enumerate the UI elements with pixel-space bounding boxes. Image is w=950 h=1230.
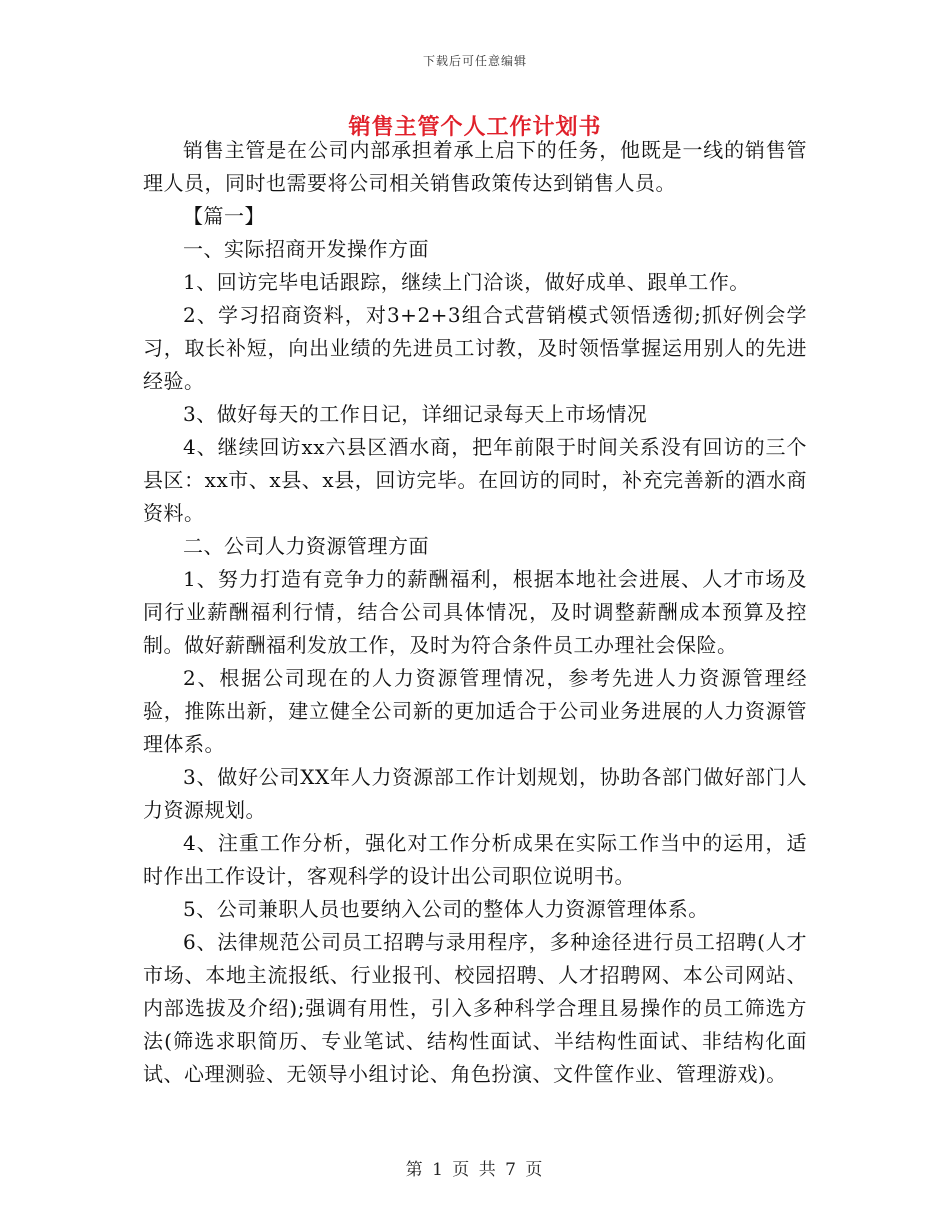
paragraph: 4、继续回访xx六县区酒水商，把年前限于时间关系没有回访的三个县区：xx市、x县、x县，回访完毕。在回访的同时，补充完善新的酒水商资料。 bbox=[143, 435, 807, 525]
section-heading: 二、公司人力资源管理方面 bbox=[183, 534, 429, 558]
document-body bbox=[143, 134, 807, 1091]
section-heading: 一、实际招商开发操作方面 bbox=[183, 237, 429, 261]
paragraph: 1、努力打造有竞争力的薪酬福利，根据本地社会进展、人才市场及同行业薪酬福利行情，结合公司具体情况，及时调整薪酬成本预算及控制。做好薪酬福利发放工作，及时为符合条件员工办理社会保险。 bbox=[143, 567, 807, 657]
paragraph: 1、回访完毕电话跟踪，继续上门洽谈，做好成单、跟单工作。 bbox=[183, 270, 750, 294]
paragraph: 4、注重工作分析，强化对工作分析成果在实际工作当中的运用，适时作出工作设计，客观科学的设计出公司职位说明书。 bbox=[143, 831, 807, 888]
paragraph-intro: 销售主管是在公司内部承担着承上启下的任务，他既是一线的销售管理人员，同时也需要将公司相关销售政策传达到销售人员。 bbox=[143, 138, 807, 195]
page-number: 第 1 页 共 7 页 bbox=[405, 1160, 545, 1180]
paragraph: 2、学习招商资料，对3+2+3组合式营销模式领悟透彻;抓好例会学习，取长补短，向出业绩的先进员工讨教，及时领悟掌握运用别人的先进经验。 bbox=[143, 303, 807, 393]
section-marker: 【篇一】 bbox=[183, 204, 265, 228]
document-title: 销售主管个人工作计划书 bbox=[348, 114, 602, 140]
paragraph: 3、做好每天的工作日记，详细记录每天上市场情况 bbox=[183, 402, 648, 426]
paragraph: 2、根据公司现在的人力资源管理情况，参考先进人力资源管理经验，推陈出新，建立健全公司新的更加适合于公司业务进展的人力资源管理体系。 bbox=[143, 666, 807, 756]
paragraph: 6、法律规范公司员工招聘与录用程序，多种途径进行员工招聘(人才市场、本地主流报纸、行业报刊、校园招聘、人才招聘网、本公司网站、内部选拔及介绍);强调有用性，引入多种科学合理且易操作的员工筛选方法(筛选求职简历、专业笔试、结构性面试、半结构性面试、非结构化面试、心理测验、无领导小组讨论、角色扮演、文件筐作业、管理游戏)。 bbox=[143, 930, 807, 1086]
paragraph: 3、做好公司XX年人力资源部工作计划规划，协助各部门做好部门人力资源规划。 bbox=[143, 765, 807, 822]
header-note: 下载后可任意编辑 bbox=[422, 54, 527, 68]
paragraph: 5、公司兼职人员也要纳入公司的整体人力资源管理体系。 bbox=[183, 897, 709, 921]
